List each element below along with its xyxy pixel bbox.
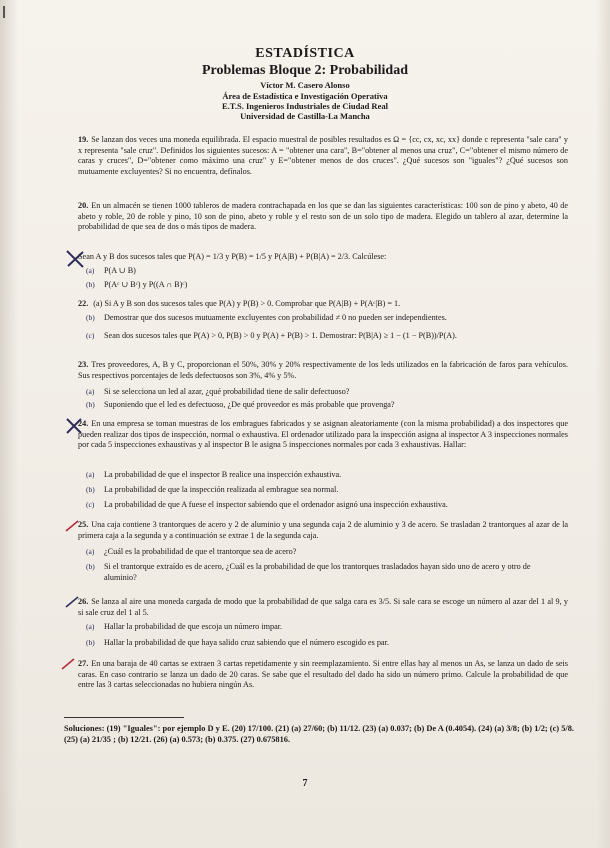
page-shadow-left	[0, 0, 18, 848]
item-label: (a)	[86, 547, 95, 556]
item-text: Si se selecciona un led al azar, ¿qué probabilidad tiene de salir defectuoso?	[104, 387, 350, 396]
item-label: (b)	[86, 280, 95, 289]
item-text: Hallar la probabilidad de que haya salido cruz sabiendo que el número escogido es par.	[104, 638, 389, 647]
problem-number: 20.	[78, 201, 89, 210]
problem-24b	[86, 485, 564, 496]
item-label: (a)	[86, 266, 95, 275]
problem-21a	[86, 266, 564, 277]
solutions-text: (19) "Iguales": por ejemplo D y E. (20) 17/100. (21) (a) 27/60; (b) 11/12. (23) (a) 0.037; (b) De A (0.4054). (24) (a) 3/8; (b) 1/2; (c) 5/8. (25) (a) 21/35 ; (b) 12/21. (26) (a) 0.573; (b) 0.375. (27) 0.675816.	[64, 724, 574, 744]
problem-23a	[86, 387, 564, 398]
edge-mark	[3, 6, 5, 18]
problem-text: En una empresa se toman muestras de los embragues fabricados y se asignan aleatoriamente (con la misma probabilidad) a dos inspectores que pueden realizar dos tipos de inspección, normal o exhaustiva. El ordenador utilizado para la inspección asigna al inspector A 3 inspecciones normales por cada 5 inspecciones exhaustivas y al inspector B le asigna 5 inspecciones normales por cada 3 exhaustivas. Hallar:	[78, 419, 568, 450]
problem-text: Sean A y B dos sucesos tales que P(A) = 1/3 y P(B) = 1/5 y P(A|B) + P(B|A) = 2/3. Calcúlese:	[78, 252, 387, 261]
item-text: La probabilidad de que el inspector B realice una inspección exhaustiva.	[104, 470, 342, 479]
problem-26b	[86, 638, 564, 649]
problem-25b	[86, 562, 564, 583]
problem-24c	[86, 500, 564, 511]
handwritten-slash-icon	[64, 595, 80, 609]
problem-21b	[86, 280, 564, 291]
item-text: Demostrar que dos sucesos mutuamente excluyentes con probabilidad ≠ 0 no pueden ser independientes.	[104, 313, 447, 322]
item-label: (c)	[86, 331, 95, 340]
item-label: (a)	[93, 299, 103, 308]
problem-text: Tres proveedores, A, B y C, proporcionan el 50%, 30% y 20% respectivamente de los leds utilizados en la fabricación de faros para vehículos. Sus respectivos porcentajes de leds defectuosos son 3%, 4% y 5%.	[78, 360, 568, 380]
problem-text: Se lanzan dos veces una moneda equilibrada. El espacio muestral de posibles resultados es Ω = {cc, cx, xc, xx} donde c representa "sale cara" y x representa "sale cruz". Definidos los siguientes sucesos: A = "obtener una cara", B="obtener al menos una cruz", C="obtener el mismo número de caras y cruces", D="obtener como máximo una cruz" y E="obtener menos de dos cruces". ¿Qué sucesos son "iguales"? ¿Qué sucesos son mutuamente excluyentes? Si no encuentra, defínalos.	[78, 135, 568, 176]
problem-23	[78, 360, 568, 381]
problem-22b	[86, 313, 564, 324]
problem-22c	[86, 331, 564, 342]
problem-19	[78, 135, 568, 177]
problem-text: Se lanza al aire una moneda cargada de modo que la probabilidad de que salga cara es 3/5. Si sale cara se escoge un número al azar del 1 al 9, y si sale cruz del 1 al 5.	[78, 597, 568, 617]
problem-text: Una caja contiene 3 trantorques de acero y 2 de aluminio y una segunda caja 2 de aluminio y 3 de acero. Se trasladan 2 trantorques al azar de la primera caja a la segunda y a continuación se extrae 1 de la segunda caja.	[78, 520, 568, 540]
item-label: (a)	[86, 470, 95, 479]
item-label: (c)	[86, 500, 95, 509]
problem-26	[78, 597, 568, 618]
problem-number: 26.	[78, 597, 89, 606]
problem-24a	[86, 470, 564, 481]
item-text: Hallar la probabilidad de que escoja un número impar.	[104, 622, 283, 631]
problem-text: En un almacén se tienen 1000 tableros de madera contrachapada en los que se dan las siguientes características: 100 son de pino y abeto, 40 de abeto y roble, 20 de roble y pino, 10 son de pino, abeto y roble y el resto son de un solo tipo de madera. Elegido un tablero al azar, determine la probabilidad de que sea de dos o más tipos de madera.	[78, 201, 568, 232]
handwritten-slash-icon	[60, 657, 76, 671]
page-shadow-right	[596, 0, 610, 848]
solutions-label: Soluciones:	[64, 724, 105, 733]
item-label: (a)	[86, 387, 95, 396]
problem-20	[78, 201, 568, 233]
page-number: 7	[302, 778, 308, 789]
item-text: P(A ∪ B)	[104, 266, 136, 275]
university: Universidad de Castilla-La Mancha	[240, 111, 370, 121]
problem-number: 25.	[78, 520, 89, 529]
problem-text: En una baraja de 40 cartas se extraen 3 cartas repetidamente y sin reemplazamiento. Si entre ellas hay al menos un As, se lanza un dado de seis caras. En caso contrario se lanza un dado de 20 caras. Se sabe que el resultado del dado ha sido un número primo. Calcule la probabilidad de que entre las 3 cartas seleccionadas no hubiera ningún As.	[78, 659, 568, 690]
item-label: (b)	[86, 400, 95, 409]
item-label: (a)	[86, 622, 95, 631]
problem-number: 23.	[78, 360, 89, 369]
problem-number: 19.	[78, 135, 89, 144]
item-label: (b)	[86, 313, 95, 322]
problem-24	[78, 419, 568, 451]
problem-26a	[86, 622, 564, 633]
item-text: P(Aᶜ ∪ Bᶜ) y P((A ∩ B)ᶜ)	[104, 280, 188, 289]
problem-23b	[86, 400, 564, 411]
school: E.T.S. Ingenieros Industriales de Ciudad Real	[222, 101, 388, 111]
solutions	[64, 723, 574, 745]
problem-number: 22.	[78, 299, 89, 308]
item-text: ¿Cuál es la probabilidad de que el trantorque sea de acero?	[104, 547, 297, 556]
problem-number: 27.	[78, 659, 89, 668]
author: Víctor M. Casero Alonso	[260, 80, 350, 90]
handwritten-slash-icon	[64, 519, 80, 533]
item-text: Sean dos sucesos tales que P(A) > 0, P(B) > 0 y P(A) + P(B) > 1. Demostrar: P(B|A) ≥ 1 − (1 − P(B))/P(A).	[104, 331, 457, 340]
page-subtitle: Problemas Bloque 2: Probabilidad	[201, 63, 408, 78]
item-text: Suponiendo que el led es defectuoso, ¿De qué proveedor es más probable que provenga?	[104, 400, 395, 409]
item-label: (b)	[86, 562, 95, 571]
problem-21	[78, 252, 568, 263]
problem-25	[78, 520, 568, 541]
page-title: ESTADÍSTICA	[255, 46, 355, 61]
problem-number: 24.	[78, 419, 89, 428]
item-text: La probabilidad de que A fuese el inspector sabiendo que el ordenador asignó una inspección exhaustiva.	[104, 500, 448, 509]
problem-27	[78, 659, 568, 691]
item-text: Si el trantorque extraído es de acero, ¿Cuál es la probabilidad de que los trantorques trasladados hayan sido uno de acero y otro de aluminio?	[104, 562, 531, 582]
handwritten-cross-icon	[64, 416, 84, 436]
item-text: Si A y B son dos sucesos tales que P(A) y P(B) > 0. Comprobar que P(A|B) + P(Aᶜ|B) = 1.	[104, 299, 401, 308]
problem-25a	[86, 547, 564, 558]
item-text: La probabilidad de que la inspección realizada al embrague sea normal.	[104, 485, 339, 494]
department: Área de Estadística e Investigación Operativa	[222, 91, 388, 101]
problem-22	[78, 299, 568, 310]
handwritten-cross-icon	[64, 248, 86, 270]
item-label: (b)	[86, 485, 95, 494]
footnote-rule	[64, 717, 184, 718]
item-label: (b)	[86, 638, 95, 647]
